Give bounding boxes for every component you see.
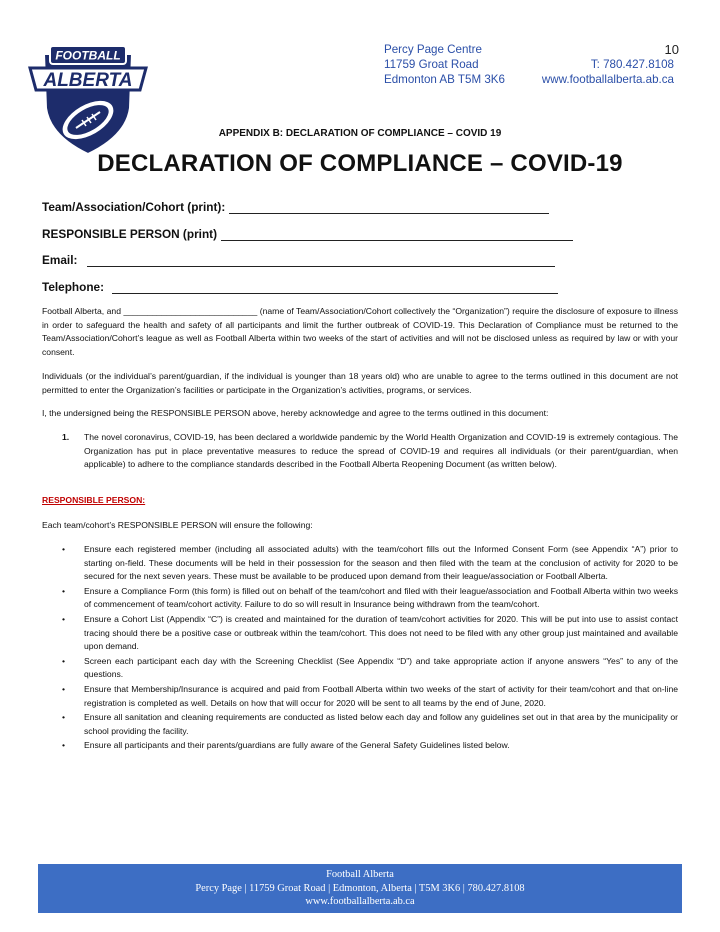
list-item [62,613,678,654]
address-line: Percy Page Centre [384,43,482,56]
telephone-field [42,280,558,294]
footer-bar [38,864,682,913]
football-alberta-logo [26,40,150,160]
list-item [62,655,678,682]
telephone-label: Telephone: [42,280,105,294]
page-number: 10 [664,42,679,57]
numbered-item-1 [62,431,678,472]
bullet-icon: • [62,585,66,596]
list-item-text: Ensure a Cohort List (Appendix “C”) is created and maintained for the duration of team/cohort activities for 2020. This will be put into use to assist contact tracing should there be a positive case or outbreak within the team/cohort. This does not need to be filed with any other group just maintained and available upon demand. [84,613,678,652]
team-field [42,200,549,214]
list-item-text: Ensure all sanitation and cleaning requirements are conducted as listed below each day and follow any guidelines set out in that area by the municipality or school providing the facility. [84,712,678,736]
responsible-person-label: RESPONSIBLE PERSON (print) [42,227,218,241]
undersigned-paragraph: I, the undersigned being the RESPONSIBLE PERSON above, hereby acknowledge and agree to the terms outlined in this document: [42,408,549,418]
telephone-input-line[interactable] [112,281,558,294]
list-item-text: Ensure that Membership/Insurance is acquired and paid from Football Alberta within two weeks of the start of activity for their team/cohort and that on-line registration is completed as well. Details on how that will occur for 2020 will be sent to all teams by the end of June, 2020. [84,683,678,708]
responsibilities-list [62,543,678,754]
address-line: 11759 Groat Road [384,58,479,71]
contact-block [542,57,674,87]
address-line: Edmonton AB T5M 3K6 [384,73,505,86]
individuals-paragraph: Individuals (or the individual’s parent/guardian, if the individual is younger than 18 years old) who are unable to agree to the terms outlined in this document are not permitted to enter the Organization’s facilities or participate in the Organization’s activities, programs, or services. [42,371,678,395]
list-item [62,711,678,738]
team-field-label: Team/Association/Cohort (print): [42,200,226,214]
list-item [62,683,678,710]
phone-number: T: 780.427.8108 [590,58,674,71]
responsible-person-input-line[interactable] [221,228,573,241]
intro-paragraph: Football Alberta, and ____________________________ (name of Team/Association/Cohort collectively the “Organization”) require the disclosure of exposure to illness in order to safeguard the health and safety of all participants and limit the further outbreak of COVID-19. This Declaration of Compliance must be returned to the Team/Association/Cohort’s league as well as Football Alberta within two weeks of the start of activities and will not be disclosed unless as required by law or with your consent. [42,306,678,357]
bullet-icon: • [62,740,66,751]
bullet-icon: • [62,544,66,554]
list-item [62,543,678,584]
footer-website[interactable]: www.footballalberta.ab.ca [305,896,415,907]
website-link[interactable]: www.footballalberta.ab.ca [541,73,674,86]
item-text: The novel coronavirus, COVID-19, has been declared a worldwide pandemic by the World Health Organization and COVID-19 is extremely contagious. The Organization has put in place preventative measures to reduce the spread of COVID-19 and requires all individuals (or their parent/guardian, when applicable) to adhere to the compliance standards described in the Football Alberta Reopening Document (as written below). [84,432,678,470]
bullet-icon: • [62,655,66,666]
responsible-person-heading: RESPONSIBLE PERSON: [42,495,146,505]
svg-text:ALBERTA: ALBERTA [43,70,133,91]
email-input-line[interactable] [87,254,555,267]
page-title: DECLARATION OF COMPLIANCE – COVID-19 [97,150,623,177]
bullet-icon: • [62,613,66,624]
bullet-icon: • [62,683,66,694]
footer-org-name: Football Alberta [326,869,394,880]
list-item-text: Ensure a Compliance Form (this form) is filled out on behalf of the team/cohort and filed with their league/association and Football Alberta within two weeks of commencement of team/cohort activity. Failure to do so will result in Insurance being withdrawn from the team/cohort. [84,585,678,610]
list-item-text: Ensure all participants and their parents/guardians are fully aware of the General Safety Guidelines listed below. [84,740,510,751]
svg-text:FOOTBALL: FOOTBALL [55,48,121,63]
bullet-icon: • [62,712,66,723]
list-item-text: Ensure each registered member (including all associated adults) with the team/cohort fills out the Informed Consent Form (see Appendix “A”) prior to starting on-field. These documents will be held in their possession for the season and then filed with the team at the conclusion of activity for 2020 to be secured for the next seven years. These must be available to be produced upon demand from their league/association or Football Alberta. [84,544,678,582]
email-field [42,253,555,267]
list-item-text: Screen each participant each day with the Screening Checklist (See Appendix “D”) and take appropriate action if anyone answers “Yes” to any of the questions. [84,655,678,680]
list-item [62,739,678,753]
email-label: Email: [42,253,78,267]
footer-address: Percy Page | 11759 Groat Road | Edmonton, Alberta | T5M 3K6 | 780.427.8108 [195,882,525,894]
responsible-person-field [42,227,573,241]
appendix-title: APPENDIX B: DECLARATION OF COMPLIANCE – COVID 19 [218,128,502,139]
list-item [62,585,678,612]
address-block [384,42,505,87]
team-input-line[interactable] [229,201,549,214]
item-number: 1. [62,432,70,442]
each-team-paragraph: Each team/cohort’s RESPONSIBLE PERSON will ensure the following: [42,520,313,530]
